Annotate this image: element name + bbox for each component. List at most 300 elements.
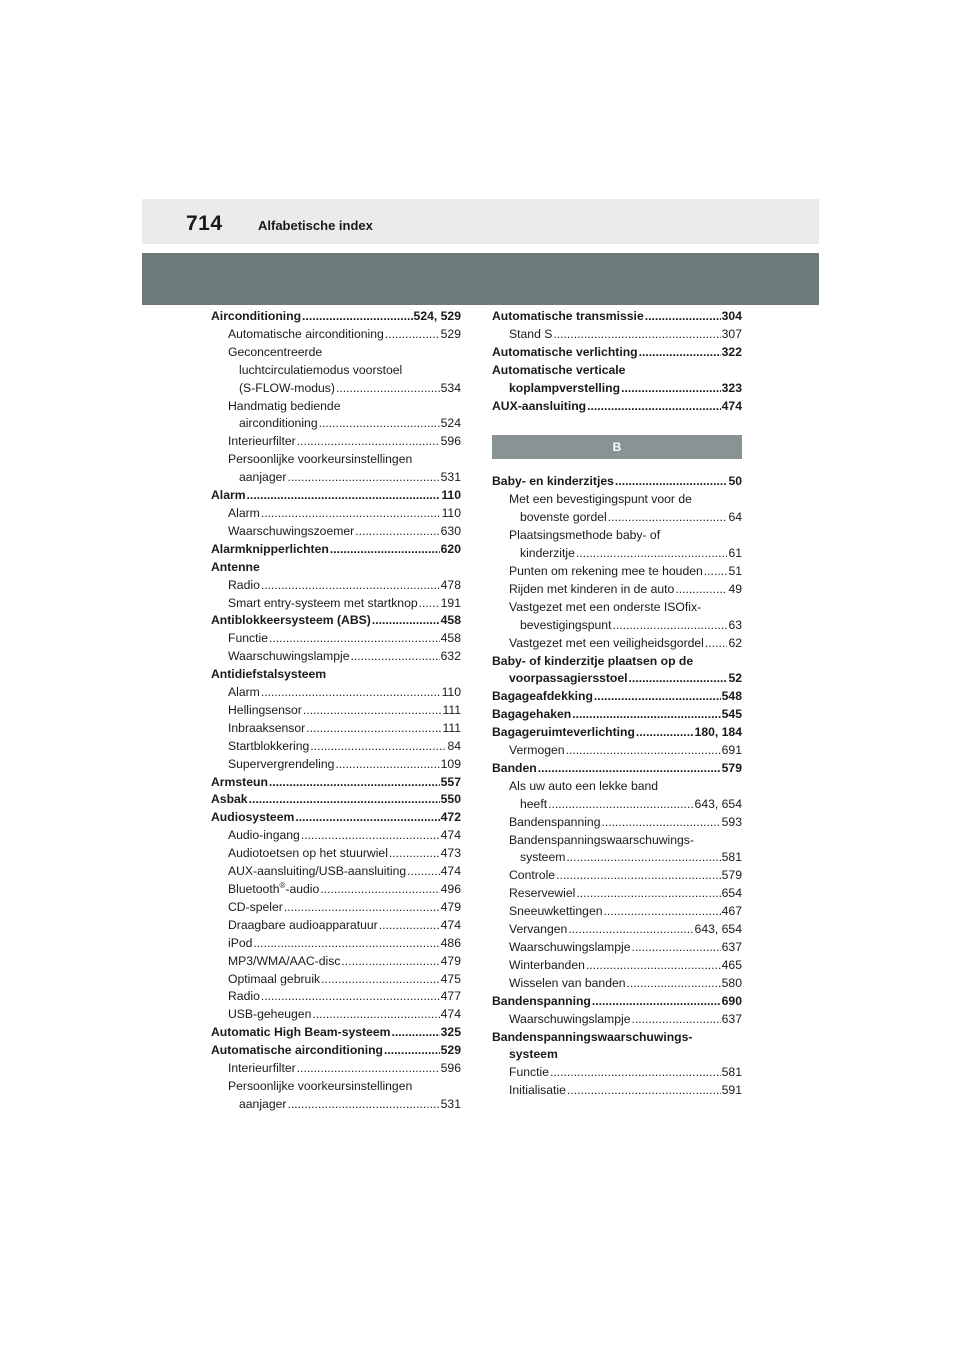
entry-text: Functie <box>228 631 268 646</box>
page-reference: 478 <box>440 577 461 592</box>
dot-leader <box>566 742 721 760</box>
entry-text: Radio <box>228 577 260 592</box>
page-reference: 465 <box>721 957 742 972</box>
page-reference: 479 <box>440 953 461 968</box>
index-entry-main <box>492 670 742 688</box>
index-entry-sub <box>211 971 461 989</box>
dot-leader <box>548 796 693 814</box>
entry-text: systeem <box>520 850 566 865</box>
dot-leader <box>261 505 441 523</box>
dot-leader <box>604 903 721 921</box>
index-entry-sub <box>492 885 742 903</box>
index-entry-main <box>492 1046 742 1064</box>
index-group-b <box>492 473 742 1100</box>
entry-text: Automatische transmissie <box>492 309 644 323</box>
dot-leader <box>407 863 439 881</box>
page-reference: 323 <box>721 380 742 395</box>
dot-leader <box>704 563 728 581</box>
page-reference: 591 <box>721 1083 742 1098</box>
entry-text: Automatische verlichting <box>492 344 638 359</box>
dot-leader <box>335 756 439 774</box>
index-entry-sub <box>492 509 742 527</box>
page-reference: 643, 654 <box>694 796 742 811</box>
page-reference: 472 <box>440 810 461 825</box>
entry-text: bovenste gordel <box>520 510 607 525</box>
page-reference: 581 <box>721 1065 742 1080</box>
dot-leader <box>372 612 440 630</box>
page-reference: 49 <box>728 581 742 596</box>
index-entry-main <box>492 380 742 398</box>
entry-text: Airconditioning <box>211 309 302 323</box>
index-entry-main <box>492 653 742 671</box>
index-column-right <box>492 308 742 1100</box>
entry-text: Hellingsensor <box>228 702 302 717</box>
index-entry-sub <box>211 720 461 738</box>
page-reference: 479 <box>440 899 461 914</box>
entry-text: Inbraaksensor <box>228 720 306 735</box>
dot-leader <box>587 398 721 416</box>
dot-leader <box>567 1082 721 1100</box>
entry-text: Bandenspanning <box>492 993 591 1008</box>
index-entry-sub <box>211 469 461 487</box>
index-entry-sub <box>211 362 461 380</box>
entry-text: Bagageruimteverlichting <box>492 725 635 740</box>
page-reference: 474 <box>721 398 742 413</box>
dot-leader <box>572 706 720 724</box>
page-reference: 191 <box>440 595 461 610</box>
page-reference: 63 <box>728 617 742 632</box>
page-reference: 111 <box>442 702 461 717</box>
index-entry-sub <box>492 742 742 760</box>
index-entry-main <box>492 688 742 706</box>
entry-text: bevestigingspunt <box>520 617 612 632</box>
index-entry-main <box>492 398 742 416</box>
entry-text: Automatische airconditioning <box>211 1043 383 1058</box>
page-reference: 496 <box>440 882 461 896</box>
dot-leader <box>621 380 721 398</box>
index-entry-main <box>492 1029 742 1047</box>
entry-text: Banden <box>492 760 537 775</box>
index-entry-main <box>211 612 461 630</box>
page-reference: 473 <box>440 846 461 861</box>
index-entry-main <box>492 473 742 491</box>
dot-leader <box>310 738 446 756</box>
index-entry-sub <box>211 451 461 469</box>
entry-text: Sneeuwkettingen <box>509 904 603 919</box>
entry-text: Persoonlijke voorkeursinstellingen <box>228 452 413 467</box>
index-entry-main <box>211 774 461 792</box>
index-entry-sub <box>492 491 742 509</box>
index-entry-sub <box>492 975 742 993</box>
dot-leader <box>556 867 721 885</box>
entry-text: Waarschuwingslampje <box>509 940 631 954</box>
entry-text: AUX-aansluiting/USB-aansluiting <box>228 864 407 879</box>
index-entry-sub <box>211 863 461 881</box>
index-entry-sub <box>492 939 742 957</box>
index-entry-sub <box>211 738 461 756</box>
index-entry-main <box>492 308 742 326</box>
dot-leader <box>295 809 439 827</box>
entry-text: voorpassagiersstoel <box>509 671 628 686</box>
page-reference: 474 <box>440 1007 461 1022</box>
page-reference: 322 <box>721 344 742 359</box>
entry-text: airconditioning <box>239 416 318 431</box>
page-reference: 557 <box>440 774 461 789</box>
entry-text: Waarschuwingslampje <box>228 649 350 664</box>
page-reference: 84 <box>447 738 461 753</box>
page-reference: 579 <box>721 760 742 775</box>
page-reference: 529 <box>440 326 461 341</box>
entry-text: Automatic High Beam-systeem <box>211 1025 391 1040</box>
entry-text: Alarm <box>228 685 260 700</box>
entry-text: Bandenspanningswaarschuwings- <box>492 1029 693 1044</box>
entry-text: Antenne <box>211 559 260 574</box>
entry-text: MP3/WMA/AAC-disc <box>228 953 341 968</box>
dot-leader <box>297 1060 440 1078</box>
dot-leader <box>566 849 720 867</box>
page-reference: 110 <box>441 488 461 503</box>
dot-leader <box>550 1064 721 1082</box>
index-entry-sub <box>492 849 742 867</box>
page-reference: 475 <box>440 971 461 986</box>
index-entry-main <box>492 344 742 362</box>
page-reference: 474 <box>440 864 461 879</box>
dot-leader <box>302 308 413 326</box>
page-reference: 111 <box>442 720 461 735</box>
page-reference: 486 <box>440 935 461 950</box>
index-entry-sub <box>211 433 461 451</box>
page-reference: 637 <box>721 940 742 954</box>
index-entry-sub <box>211 577 461 595</box>
index-entry-main <box>211 809 461 827</box>
section-banner <box>142 253 819 305</box>
index-entry-sub <box>211 630 461 648</box>
index-entry-sub <box>211 917 461 935</box>
entry-text: Automatische airconditioning <box>228 326 384 341</box>
entry-text-part: Bluetooth <box>228 882 280 896</box>
entry-text <box>228 881 319 899</box>
entry-text: Persoonlijke voorkeursinstellingen <box>228 1078 413 1093</box>
entry-text: Met een bevestigingspunt voor de <box>509 492 692 507</box>
dot-leader <box>627 975 721 993</box>
index-entry-main <box>211 559 461 577</box>
entry-text: Supervergrendeling <box>228 756 335 771</box>
entry-text: Plaatsingsmethode baby- of <box>509 528 661 543</box>
section-letter-b: B <box>492 435 742 459</box>
index-entry-sub <box>211 684 461 702</box>
dot-leader <box>321 971 440 989</box>
index-entry-sub <box>492 563 742 581</box>
dot-leader <box>576 545 728 563</box>
dot-leader <box>389 845 440 863</box>
index-entry-main <box>492 706 742 724</box>
dot-leader <box>247 487 441 505</box>
entry-text: Als uw auto een lekke band <box>509 778 659 793</box>
dot-leader <box>594 688 721 706</box>
entry-text: Alarm <box>211 488 246 503</box>
index-entry-sub <box>211 344 461 362</box>
index-entry-main <box>211 1042 461 1060</box>
entry-text: iPod <box>228 935 253 950</box>
dot-leader <box>336 380 440 398</box>
dot-leader <box>553 326 720 344</box>
page-title: Alfabetische index <box>258 218 373 233</box>
entry-text: Baby- en kinderzitjes <box>492 474 614 489</box>
header-bar <box>142 199 819 244</box>
entry-text: Antiblokkeersysteem (ABS) <box>211 613 371 628</box>
index-entry-sub <box>211 1006 461 1024</box>
dot-leader <box>379 917 440 935</box>
entry-text: kinderzitje <box>520 546 575 561</box>
entry-text: aanjager <box>239 1096 287 1111</box>
index-entry-sub <box>211 702 461 720</box>
entry-text: Bandenspanning <box>509 814 601 829</box>
page-reference: 50 <box>728 474 742 489</box>
entry-text: Bandenspanningswaarschuwings- <box>509 832 694 847</box>
entry-text: Baby- of kinderzitje plaatsen op de <box>492 653 694 668</box>
entry-text: Automatische verticale <box>492 362 626 377</box>
page-reference: 580 <box>721 975 742 990</box>
entry-text: USB-geheugen <box>228 1007 312 1022</box>
entry-text: Startblokkering <box>228 738 310 753</box>
entry-text: Audiotoetsen op het stuurwiel <box>228 846 388 861</box>
dot-leader <box>631 939 720 957</box>
page-reference: 596 <box>440 1061 461 1076</box>
index-entry-sub <box>211 899 461 917</box>
registered-mark: ® <box>279 880 286 890</box>
dot-leader <box>330 541 440 559</box>
dot-leader <box>639 344 721 362</box>
page-reference: 458 <box>440 631 461 646</box>
index-entry-sub <box>492 903 742 921</box>
entry-text: Waarschuwingslampje <box>509 1011 631 1026</box>
index-entry-sub <box>492 796 742 814</box>
index-entry-sub <box>211 1096 461 1114</box>
page-reference: 52 <box>728 671 742 686</box>
entry-text: CD-speler <box>228 899 283 914</box>
entry-text: systeem <box>509 1047 558 1062</box>
entry-text: Asbak <box>211 792 248 807</box>
page-reference: 61 <box>728 546 742 561</box>
page-reference: 110 <box>441 505 461 520</box>
page-reference: 545 <box>721 707 742 722</box>
page-reference: 62 <box>728 635 742 650</box>
entry-text: AUX-aansluiting <box>492 398 587 413</box>
index-entry-sub <box>492 527 742 545</box>
index-entry-sub <box>211 881 461 899</box>
dot-leader <box>297 433 440 451</box>
entry-text: Geconcentreerde <box>228 344 323 359</box>
page-reference: 109 <box>440 756 461 771</box>
dot-leader <box>287 1096 439 1114</box>
page-reference: 307 <box>721 326 742 341</box>
dot-leader <box>319 415 440 433</box>
entry-text-part: -audio <box>285 882 320 896</box>
page-reference: 690 <box>721 993 742 1008</box>
index-entry-sub <box>492 599 742 617</box>
page-reference: 531 <box>440 1096 461 1111</box>
dot-leader <box>645 308 721 326</box>
page-reference: 467 <box>721 904 742 919</box>
index-entry-sub <box>492 326 742 344</box>
dot-leader <box>261 988 440 1006</box>
page-reference: 620 <box>440 541 461 556</box>
page-reference: 474 <box>440 917 461 932</box>
index-entry-sub <box>492 1011 742 1029</box>
dot-leader <box>568 921 693 939</box>
index-entry-main <box>492 724 742 742</box>
index-entry-sub <box>492 778 742 796</box>
index-entry-sub <box>492 832 742 850</box>
index-entry-sub <box>211 953 461 971</box>
index-entry-sub <box>211 595 461 613</box>
index-entry-sub <box>492 814 742 832</box>
entry-text: Stand S <box>509 326 553 341</box>
page-reference: 524 <box>440 416 461 431</box>
entry-text: Interieurfilter <box>228 434 296 449</box>
index-entry-main <box>211 666 461 684</box>
entry-text: Armsteun <box>211 774 268 789</box>
index-entry-main <box>211 541 461 559</box>
dot-leader <box>341 953 439 971</box>
page-reference: 474 <box>440 828 461 843</box>
dot-leader <box>612 617 727 635</box>
dot-leader <box>269 774 440 792</box>
entry-text: Vermogen <box>509 743 565 758</box>
entry-text: Antidiefstalsysteem <box>211 667 327 682</box>
page-reference: 581 <box>721 850 742 865</box>
entry-text: Audio-ingang <box>228 828 300 843</box>
dot-leader <box>384 1042 440 1060</box>
dot-leader <box>261 577 440 595</box>
dot-leader <box>261 684 441 702</box>
page-reference: 534 <box>440 380 461 395</box>
index-entry-sub <box>211 505 461 523</box>
index-group-a-continued <box>492 308 742 415</box>
dot-leader <box>269 630 440 648</box>
page-reference: 632 <box>440 649 461 664</box>
page-reference: 637 <box>721 1011 742 1026</box>
dot-leader <box>303 702 442 720</box>
page-reference: 110 <box>441 685 461 700</box>
page-reference: 550 <box>440 792 461 807</box>
index-entry-sub <box>211 648 461 666</box>
entry-text: Wisselen van banden <box>509 975 626 990</box>
index-entry-main <box>492 362 742 380</box>
page-reference: 548 <box>721 689 742 704</box>
index-entry-sub <box>492 957 742 975</box>
page-reference: 630 <box>440 523 461 538</box>
index-entry-sub <box>211 1078 461 1096</box>
entry-text: aanjager <box>239 470 287 485</box>
entry-text: Alarm <box>228 505 260 520</box>
page-reference: 180, 184 <box>694 725 742 740</box>
entry-text: Optimaal gebruik <box>228 971 321 986</box>
index-entry-main <box>211 308 461 326</box>
dot-leader <box>629 670 728 688</box>
index-entry-sub <box>492 1064 742 1082</box>
entry-text: heeft <box>520 796 548 811</box>
entry-text: Vastgezet met een veiligheidsgordel <box>509 635 704 650</box>
page-reference: 579 <box>721 868 742 883</box>
index-entry-main <box>211 791 461 809</box>
dot-leader <box>391 1024 439 1042</box>
index-entry-main <box>492 993 742 1011</box>
index-entry-main <box>492 760 742 778</box>
dot-leader <box>355 523 439 541</box>
entry-text: Draagbare audioapparatuur <box>228 917 378 932</box>
page-reference: 325 <box>440 1025 461 1040</box>
dot-leader <box>312 1006 439 1024</box>
entry-text: Smart entry-systeem met startknop <box>228 595 418 610</box>
page-reference: 524, 529 <box>413 309 461 323</box>
entry-text: luchtcirculatiemodus voorstoel <box>239 362 403 377</box>
dot-leader <box>253 935 439 953</box>
index-entry-sub <box>492 581 742 599</box>
index-entry-sub <box>211 523 461 541</box>
entry-text: Rijden met kinderen in de auto <box>509 581 675 596</box>
index-entry-main <box>211 1024 461 1042</box>
page-reference: 691 <box>721 743 742 758</box>
index-entry-sub <box>211 398 461 416</box>
entry-text: Winterbanden <box>509 957 585 972</box>
dot-leader <box>705 635 728 653</box>
page-reference: 304 <box>721 309 742 323</box>
index-entry-sub <box>211 415 461 433</box>
entry-text: Alarmknipperlichten <box>211 541 329 556</box>
page-number: 714 <box>186 212 223 235</box>
page-reference: 529 <box>440 1043 461 1058</box>
entry-text: Vervangen <box>509 922 568 937</box>
dot-leader <box>320 881 439 899</box>
dot-leader <box>385 326 440 344</box>
index-entry-sub <box>492 635 742 653</box>
dot-leader <box>284 899 440 917</box>
page-reference: 643, 654 <box>694 922 742 937</box>
dot-leader <box>631 1011 720 1029</box>
entry-text: Reservewiel <box>509 886 576 901</box>
index-entry-sub <box>492 545 742 563</box>
page-reference: 531 <box>440 470 461 485</box>
page-reference: 654 <box>721 886 742 901</box>
index-entry-sub <box>492 921 742 939</box>
entry-text: Interieurfilter <box>228 1061 296 1076</box>
page-reference: 51 <box>728 563 742 578</box>
entry-text: Functie <box>509 1065 549 1080</box>
entry-text: Punten om rekening mee te houden <box>509 563 703 578</box>
index-column-left <box>211 308 461 1114</box>
dot-leader <box>419 595 440 613</box>
dot-leader <box>615 473 728 491</box>
entry-text: Bagageafdekking <box>492 689 593 704</box>
index-entry-main <box>211 487 461 505</box>
dot-leader <box>538 760 721 778</box>
page-reference: 458 <box>440 613 461 628</box>
entry-text: Initialisatie <box>509 1083 566 1098</box>
page-reference: 477 <box>440 989 461 1004</box>
index-entry-sub <box>211 935 461 953</box>
dot-leader <box>306 720 441 738</box>
entry-text: Handmatig bediende <box>228 398 341 413</box>
dot-leader <box>301 827 440 845</box>
dot-leader <box>602 814 721 832</box>
dot-leader <box>608 509 728 527</box>
index-entry-sub <box>211 845 461 863</box>
dot-leader <box>592 993 721 1011</box>
entry-text: Controle <box>509 868 556 883</box>
index-entry-sub <box>492 867 742 885</box>
index-entry-sub <box>211 756 461 774</box>
